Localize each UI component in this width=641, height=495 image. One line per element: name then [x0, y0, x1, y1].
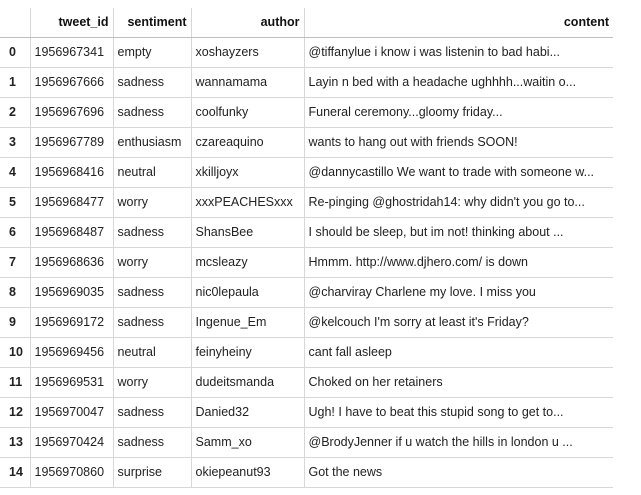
cell-tweet-id: 1956969456 — [30, 337, 113, 367]
cell-content: Funeral ceremony...gloomy friday... — [304, 97, 613, 127]
table-row[interactable] — [0, 277, 613, 307]
cell-content: Got the news — [304, 457, 613, 487]
table-row[interactable] — [0, 217, 613, 247]
cell-author: dudeitsmanda — [191, 367, 304, 397]
cell-author: Ingenue_Em — [191, 307, 304, 337]
table-row[interactable] — [0, 337, 613, 367]
header-row — [0, 8, 613, 37]
cell-author: mcsleazy — [191, 247, 304, 277]
cell-tweet-id: 1956970047 — [30, 397, 113, 427]
cell-tweet-id: 1956970860 — [30, 457, 113, 487]
cell-sentiment: worry — [113, 187, 191, 217]
cell-author: Samm_xo — [191, 427, 304, 457]
table-row[interactable] — [0, 127, 613, 157]
table-row[interactable] — [0, 37, 613, 67]
table-row[interactable] — [0, 157, 613, 187]
cell-content: Ugh! I have to beat this stupid song to get to... — [304, 397, 613, 427]
cell-author: xoshayzers — [191, 37, 304, 67]
cell-content: @tiffanylue i know i was listenin to bad habi... — [304, 37, 613, 67]
cell-content: Choked on her retainers — [304, 367, 613, 397]
row-index: 11 — [0, 367, 30, 397]
cell-author: nic0lepaula — [191, 277, 304, 307]
cell-content: Hmmm. http://www.djhero.com/ is down — [304, 247, 613, 277]
table-row[interactable] — [0, 67, 613, 97]
row-index: 9 — [0, 307, 30, 337]
cell-tweet-id: 1956967341 — [30, 37, 113, 67]
cell-content: @dannycastillo We want to trade with someone w... — [304, 157, 613, 187]
cell-sentiment: worry — [113, 367, 191, 397]
cell-tweet-id: 1956969172 — [30, 307, 113, 337]
cell-author: xkilljoyx — [191, 157, 304, 187]
cell-author: wannamama — [191, 67, 304, 97]
cell-author: xxxPEACHESxxx — [191, 187, 304, 217]
cell-tweet-id: 1956968477 — [30, 187, 113, 217]
cell-sentiment: sadness — [113, 397, 191, 427]
cell-tweet-id: 1956967666 — [30, 67, 113, 97]
row-index: 8 — [0, 277, 30, 307]
table-body — [0, 37, 613, 487]
row-index: 7 — [0, 247, 30, 277]
cell-tweet-id: 1956967696 — [30, 97, 113, 127]
column-header-author[interactable]: author — [191, 8, 304, 37]
cell-content: @BrodyJenner if u watch the hills in london u ... — [304, 427, 613, 457]
cell-sentiment: sadness — [113, 277, 191, 307]
row-index: 13 — [0, 427, 30, 457]
row-index: 6 — [0, 217, 30, 247]
cell-sentiment: surprise — [113, 457, 191, 487]
cell-sentiment: neutral — [113, 337, 191, 367]
cell-sentiment: worry — [113, 247, 191, 277]
cell-content: cant fall asleep — [304, 337, 613, 367]
cell-tweet-id: 1956968416 — [30, 157, 113, 187]
column-header-tweet-id[interactable]: tweet_id — [30, 8, 113, 37]
cell-tweet-id: 1956968487 — [30, 217, 113, 247]
table-row[interactable] — [0, 367, 613, 397]
cell-sentiment: neutral — [113, 157, 191, 187]
cell-author: Danied32 — [191, 397, 304, 427]
row-index: 2 — [0, 97, 30, 127]
index-header — [0, 8, 30, 37]
cell-sentiment: sadness — [113, 217, 191, 247]
row-index: 4 — [0, 157, 30, 187]
cell-sentiment: empty — [113, 37, 191, 67]
cell-content: @kelcouch I'm sorry at least it's Friday? — [304, 307, 613, 337]
table-row[interactable] — [0, 457, 613, 487]
column-header-sentiment[interactable]: sentiment — [113, 8, 191, 37]
cell-tweet-id: 1956967789 — [30, 127, 113, 157]
cell-tweet-id: 1956970424 — [30, 427, 113, 457]
cell-content: wants to hang out with friends SOON! — [304, 127, 613, 157]
cell-sentiment: enthusiasm — [113, 127, 191, 157]
cell-content: Re-pinging @ghostridah14: why didn't you go to... — [304, 187, 613, 217]
cell-tweet-id: 1956969531 — [30, 367, 113, 397]
cell-sentiment: sadness — [113, 67, 191, 97]
cell-content: I should be sleep, but im not! thinking about ... — [304, 217, 613, 247]
cell-sentiment: sadness — [113, 427, 191, 457]
column-header-content[interactable]: content — [304, 8, 613, 37]
cell-author: czareaquino — [191, 127, 304, 157]
table-row[interactable] — [0, 247, 613, 277]
table-row[interactable] — [0, 427, 613, 457]
cell-sentiment: sadness — [113, 97, 191, 127]
row-index: 14 — [0, 457, 30, 487]
table-row[interactable] — [0, 187, 613, 217]
table-row[interactable] — [0, 397, 613, 427]
cell-author: ShansBee — [191, 217, 304, 247]
row-index: 1 — [0, 67, 30, 97]
cell-sentiment: sadness — [113, 307, 191, 337]
cell-tweet-id: 1956968636 — [30, 247, 113, 277]
table-header — [0, 8, 613, 37]
row-index: 5 — [0, 187, 30, 217]
row-index: 10 — [0, 337, 30, 367]
row-index: 12 — [0, 397, 30, 427]
cell-author: feinyheiny — [191, 337, 304, 367]
cell-content: @charviray Charlene my love. I miss you — [304, 277, 613, 307]
table-row[interactable] — [0, 97, 613, 127]
table-row[interactable] — [0, 307, 613, 337]
cell-content: Layin n bed with a headache ughhhh...waitin o... — [304, 67, 613, 97]
dataframe-table — [0, 8, 613, 488]
cell-tweet-id: 1956969035 — [30, 277, 113, 307]
row-index: 3 — [0, 127, 30, 157]
cell-author: coolfunky — [191, 97, 304, 127]
row-index: 0 — [0, 37, 30, 67]
cell-author: okiepeanut93 — [191, 457, 304, 487]
